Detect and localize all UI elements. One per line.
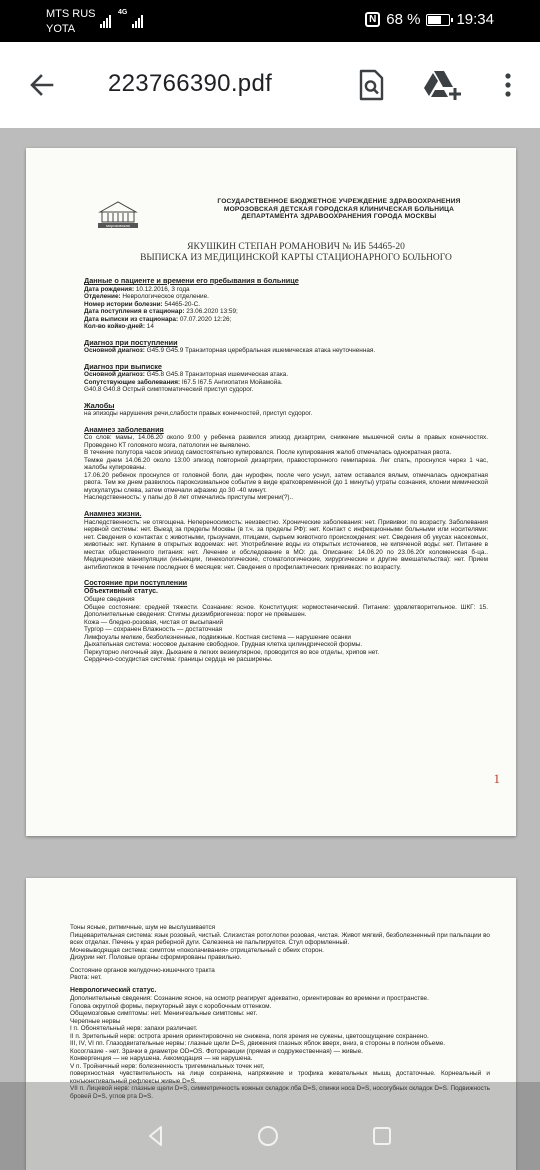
bed-days: Кол-во койко-дней: 14 (84, 323, 154, 331)
neuro-line: Голова округлой формы, перкуторный звук с коробочным оттенком. (70, 1002, 272, 1010)
disease-anamnesis-text: 17.06.20 ребенок проснулся от головной боли, дан нурофен, после чего уснул, затем оставался вялым, отмечалась однократная рвота. Тем же днем развилось пароксизмальное событие в виде кратковременной (до 1 минуты) утраты сознания, клонии мимической мускулатуры слева, затем отмечали афазию до 30 -40 минут. (84, 471, 488, 494)
pdf-viewer[interactable] (0, 128, 540, 1170)
signal-strength-icon (100, 14, 111, 28)
concomitant-diseases: Сопутствующие заболевания: I67.5 I67.5 Ангиопатия Мойамойа. (84, 378, 283, 386)
nav-home-button[interactable] (256, 1124, 280, 1148)
neuro-line: III, IV, VI пп. Глазодвигательные нервы: глазные щели D=S, движения глазных яблок вверх, вниз, в стороны в полном объеме. (70, 1040, 446, 1048)
life-anamnesis-text: Наследственность: не отягощена. Непереносимость: неизвестно. Хронические заболевания: нет. Прививки: по возрасту. Заболевания нервной системы: нет. Выезд за пределы Москвы (в т.ч. за пределы РФ): нет. Контакт с инфекционными больными или носителями: нет. Сведения о контактах с животными, грызунами, птицами, сырьем животного происхождения: нет. Сведения об укусах насекомых, животных: нет. Купание в открытых водоемах: нет. Употребление воды из открытых источников, не кипяченой воды: нет. Питание в местах общественного питания: нет. Лечение и обследование в МО: да. Описание: 14.06.20 по 23.06.20г коломенская б-ца.. Медицинские манипуляции (инъекции, гинекологические, стоматологические, хирургические и другие вмешательства): нет. Прием антибиотиков в течение последних 6 месяцев: нет. Сведения о профилактических прививках: по возрасту. (84, 518, 488, 571)
page-2-body (70, 924, 490, 1100)
pdf-page-1 (26, 148, 516, 836)
general-info-label: Общие сведения (84, 596, 135, 604)
general-state: Общее состояние: средней тяжести. Сознание: ясное. Конституция: нормостенический. Питание: удовлетворительное. ШКГ: 15. Дополнительные сведения: Стигмы дизэмбриогенеза: порог не превышен. (84, 603, 488, 619)
header-line: ГОСУДАРСТВЕННОЕ БЮДЖЕТНОЕ УЧРЕЖДЕНИЕ ЗДРАВООХРАНЕНИЯ (217, 198, 461, 205)
neuro-status-heading: Неврологический статус. (70, 986, 157, 994)
back-button[interactable] (22, 65, 62, 105)
nav-back-icon (144, 1124, 168, 1148)
disease-anamnesis-text: В течение полутора часов эпизод самостоятельно купировался. После купирования жалоб отмечалась однократная рвота. (84, 449, 452, 457)
nav-recents-icon (372, 1126, 392, 1146)
gi-state: Состояние органов желудочно-кишечного тракта (70, 966, 215, 974)
find-in-document-button[interactable] (352, 66, 390, 104)
birth-date: Дата рождения: 10.12.2016, 3 года (84, 285, 190, 293)
system-navigation-bar (0, 1082, 540, 1170)
disease-anamnesis-text: Наследственность: у папы до 8 лет отмечались приступы мигрени(?).. (84, 494, 294, 502)
status-bar (0, 0, 540, 42)
neuro-line: VII п. Лицевой нерв: глазные щели D=S, симметричность кожных складок лба D=S, спинки носа D=S, носогубных складок D=S. Подвижность бровей D=S, углов рта D=S. (70, 1085, 490, 1100)
department: Отделение: Неврологическое отделение. (84, 293, 209, 301)
patient-section-heading: Данные о пациенте и времени его пребывания в больнице (84, 276, 299, 285)
app-bar (0, 42, 540, 128)
document-title: 223766390.pdf (108, 70, 273, 97)
nfc-icon: N (365, 12, 380, 27)
page2-line: Мочевыводящая система: симптом «поколачивания» отрицательный с обеих сторон. (70, 946, 324, 954)
complaints-text: на эпизоды нарушения речи,слабости правых конечностей, приступ судорог. (84, 410, 313, 418)
header-line: ДЕПАРТАМЕНТА ЗДРАВООХРАНЕНИЯ ГОРОДА МОСКВЫ (241, 213, 437, 221)
percussion-state: Перкуторно легочный звук. Дыхание в легких везикулярное, проводится во все отделы, хрипов нет. (84, 648, 380, 656)
admission-date: Дата поступления в стационар: 23.06.2020 13:59; (84, 308, 238, 316)
complaints-heading: Жалобы (84, 400, 115, 410)
carrier-names (46, 7, 96, 37)
neuro-line: Общемозговые симптомы: нет. Менингеальные симптомы: нет. (70, 1010, 258, 1018)
arrow-back-icon (22, 65, 62, 105)
page2-line: Дизурии нет. Половые органы сформированы правильно. (70, 954, 242, 961)
disease-anamnesis-heading: Анамнез заболевания (84, 424, 164, 434)
clock: 19:34 (456, 11, 494, 28)
more-vertical-icon (496, 66, 520, 104)
nav-back-button[interactable] (144, 1124, 168, 1148)
respiratory-state: Дыхательная система: носовое дыхание свободное. Грудная клетка цилиндрической формы. (84, 641, 363, 649)
network-type: 4G (118, 9, 128, 16)
page-1-body (84, 274, 488, 664)
cardio-state: Сердечно-сосудистая система: границы сердца не расширены. (84, 656, 273, 664)
battery-icon (426, 14, 450, 26)
disease-anamnesis-text: Темже днем 14.06.20 около 13:00 эпизод повторной дизартрии, правосторонного гемипареза. Лег спать, проснулся через 1 час, жалобы купированы. (84, 456, 488, 472)
neuro-line: Дополнительные сведения: Сознание ясное, на осмотр реагирует адекватно, ориентирован во времени и пространстве. (70, 995, 429, 1003)
skin-state: Кожа — бледно-розовая, чистая от высыпаний (84, 618, 224, 626)
lymph-state: Лимфоузлы мелкие, безболезненные, подвижные. Костная система — нарушение осанки (84, 633, 351, 641)
nav-recents-button[interactable] (372, 1126, 392, 1146)
page2-line: Пищеварительная система: язык розовый, чистый. Слизистая ротоглотки розовая, чистая. Живот мягкий, безболезненный при пальпации во всех отделах. Печень у края реберной дуги. Селезенка не пальпируется. Стул оформленный. (70, 931, 490, 946)
neuro-line: Косоглазие - нет. Зрачки в диаметре OD=OS. Фотореакции (прямая и содружественная) — живые. (70, 1047, 363, 1055)
admission-state-heading: Состояние при поступлении (84, 578, 188, 588)
page2-line: Тоны ясные, ритмичные, шум не выслушивается (70, 924, 216, 931)
turgor-state: Тургор — сохранен Влажность — достаточная (84, 626, 223, 634)
add-to-drive-icon (420, 66, 464, 104)
hospital-emblem-icon (96, 196, 140, 230)
disease-anamnesis-text: Со слов: мамы, 14.06.20 около 9:00 у ребенка развился эпизод дизартрии, снижение мышечной силы в правых конечностях. Проведено КТ головного мозга, патологии не выявлено. (84, 434, 488, 449)
emblem-caption: морозовская (106, 223, 130, 228)
add-to-drive-button[interactable] (420, 66, 464, 104)
patient-name-line: ЯКУШКИН СТЕПАН РОМАНОВИЧ № ИБ 54465-20 (187, 242, 405, 252)
admission-diagnosis-heading: Диагноз при поступлении (84, 337, 178, 347)
objective-status-heading: Объективный статус. (84, 587, 158, 595)
carrier-1: MTS RUS (46, 8, 96, 20)
discharge-diagnosis-heading: Диагноз при выписке (84, 361, 162, 371)
carrier-2: YOTA (46, 23, 76, 35)
neuro-line: поверхностная чувствительность на лице сохранена, напряжение и трофика жевательных мышц достаточные. Корнеальный и конъюнктивальный рефлексы живые D=S. (70, 1070, 490, 1085)
discharge-main-diagnosis: Основной диагноз: G45.8 G45.8 Транзиторная ишемическая атака. (84, 371, 289, 379)
document-heading (96, 242, 496, 264)
neuro-line: V п. Тройничный нерв: болезненность тригеминальных точек нет, (70, 1062, 265, 1070)
signal-strength-icon-2 (132, 14, 143, 28)
more-options-button[interactable] (496, 66, 520, 104)
neuro-line: I п. Обонятельный нерв: запахи различает. (70, 1025, 198, 1033)
institution-header (204, 198, 474, 221)
neuro-line: Черепные нервы (70, 1017, 121, 1025)
nav-home-icon (256, 1124, 280, 1148)
additional-diagnosis: G40.8 G40.8 Острый симптоматический приступ судорог. (84, 386, 254, 394)
admission-main-diagnosis: Основной диагноз: G45.9 G45.9 Транзиторная церебральная ишемическая атака неуточненная. (84, 347, 376, 355)
discharge-date: Дата выписки из стационара: 07.07.2020 12:26; (84, 315, 232, 323)
find-in-document-icon (352, 66, 390, 104)
history-number: Номер истории болезни: 54465-20-С. (84, 300, 200, 308)
page-number: 1 (493, 770, 500, 786)
extract-title: ВЫПИСКА ИЗ МЕДИЦИНСКОЙ КАРТЫ СТАЦИОНАРНОГО БОЛЬНОГО (140, 253, 452, 263)
vomit-state: Рвота: нет. (70, 974, 102, 981)
neuro-line: Конвергенция — не нарушена. Аккомодация — не нарушена. (70, 1055, 253, 1063)
battery-percent: 68 % (386, 11, 421, 28)
life-anamnesis-heading: Анамнез жизни. (84, 508, 142, 518)
neuro-line: II п. Зрительный нерв: острота зрения ориентировочно не снижена, поля зрения не сужены, цветоощущение сохранено. (70, 1032, 429, 1040)
header-line: МОРОЗОВСКАЯ ДЕТСКАЯ ГОРОДСКАЯ КЛИНИЧЕСКАЯ БОЛЬНИЦА (223, 205, 455, 213)
